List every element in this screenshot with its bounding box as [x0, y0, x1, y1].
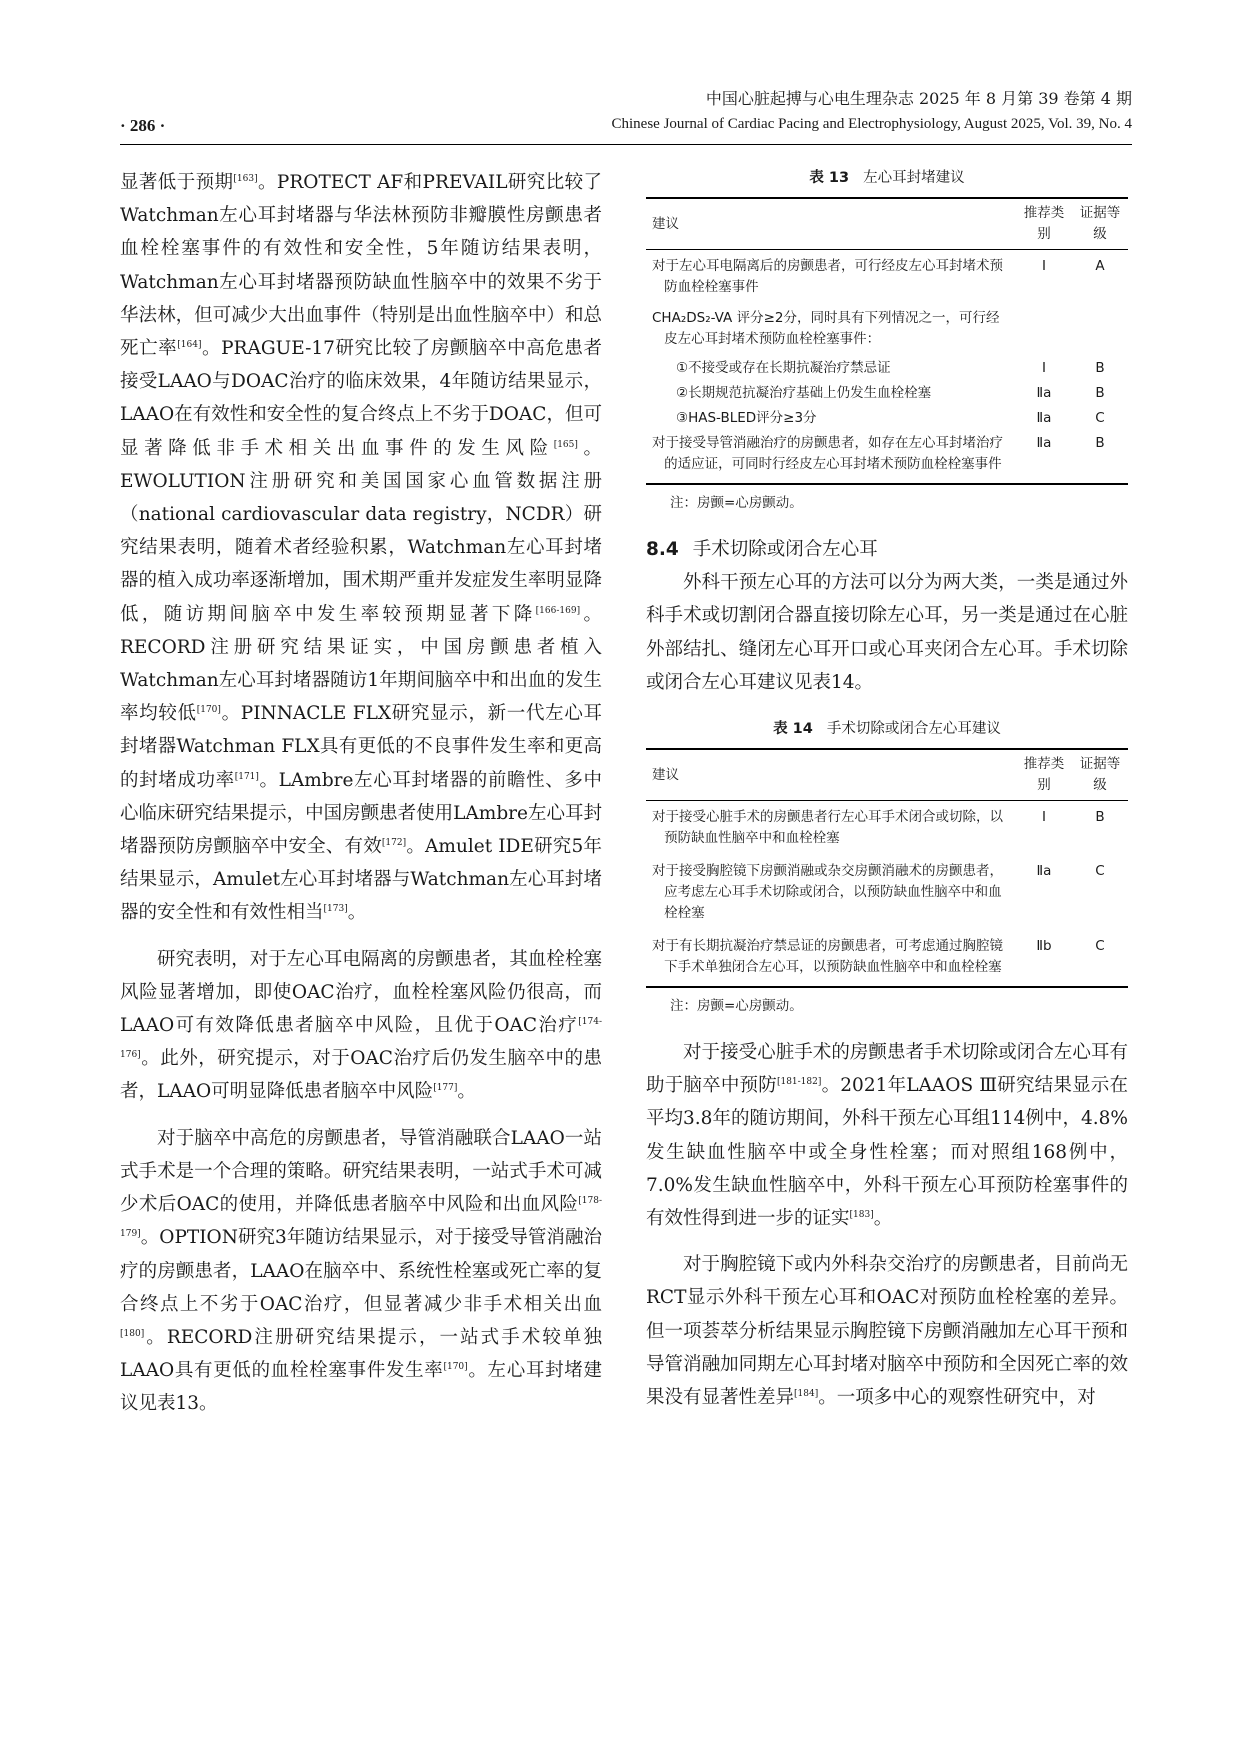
citation: [172]: [381, 837, 407, 848]
citation: [184]: [794, 1388, 819, 1399]
citation: [170]: [443, 1361, 468, 1372]
table-row: 对于左心耳电隔离后的房颤患者，可行经皮左心耳封堵术预防血栓栓塞事件 Ⅰ A: [652, 258, 1105, 295]
column-header: 推荐类别: [1016, 749, 1072, 801]
table-13-caption: 表 13 左心耳封堵建议: [809, 170, 965, 186]
table-13: [646, 197, 1128, 485]
column-header: 建议: [646, 749, 1016, 801]
column-header: 证据等级: [1072, 749, 1128, 801]
table-row: ②长期规范抗凝治疗基础上仍发生血栓栓塞 Ⅱa B: [676, 385, 1105, 401]
table-row: ①不接受或存在长期抗凝治疗禁忌证 Ⅰ B: [676, 360, 1105, 376]
citation: [180]: [120, 1328, 145, 1339]
paragraph: 研究表明，对于左心耳电隔离的房颤患者，其血栓栓塞风险显著增加，即使OAC治疗，血栓栓塞风险仍很高，而LAAO可有效降低患者脑卒中风险，且优于OAC治疗[174-176]。此外，研究提示，对于OAC治疗后仍发生脑卒中的患者，LAAO可明显降低患者脑卒中风险[177]。: [120, 948, 602, 1103]
citation: [165]: [553, 439, 578, 450]
citation: [164]: [177, 339, 202, 350]
table-row: 对于接受导管消融治疗的房颤患者，如存在左心耳封堵治疗的适应证，可同时行经皮左心耳封堵术预防血栓栓塞事件 Ⅱa B: [646, 431, 1128, 484]
table-row: 对于接受心脏手术的房颤患者行左心耳手术闭合或切除，以预防缺血性脑卒中和血栓栓塞 Ⅰ B: [652, 809, 1105, 847]
column-header: 证据等级: [1072, 198, 1128, 250]
paragraph: 显著低于预期[163]。PROTECT AF和PREVAIL研究比较了Watchman左心耳封堵器与华法林预防非瓣膜性房颤患者血栓栓塞事件的有效性和安全性，5年随访结果表明，Watchman左心耳封堵器预防缺血性脑卒中的效果不劣于华法林，但可减少大出血事件（特别是出血性脑卒中）和总死亡率[164]。PRAGUE-17研究比较了房颤脑卒中高危患者接受LAAO与DOAC治疗的临床效果，4年随访结果显示，LAAO在有效性和安全性的复合终点上不劣于DOAC，但可显著降低非手术相关出血事件的发生风险[165]。EWOLUTION注册研究和美国国家心血管数据注册（national cardiovascular data registry，NCDR）研究结果表明，随着术者经验积累，Watchman左心耳封堵器的植入成功率逐渐增加，围术期严重并发症发生率明显降低，随访期间脑卒中发生率较预期显著下降[166-169]。RECORD注册研究结果证实，中国房颤患者植入Watchman左心耳封堵器随访1年期间脑卒中和出血的发生率均较低[170]。PINNACLE FLX研究显示，新一代左心耳封堵器Watchman FLX具有更低的不良事件发生率和更高的封堵成功率[171]。LAmbre左心耳封堵器的前瞻性、多中心临床研究结果提示，中国房颤患者使用LAmbre左心耳封堵器预防房颤脑卒中安全、有效[172]。Amulet IDE研究5年结果显示，Amulet左心耳封堵器与Watchman左心耳封堵器的安全性和有效性相当[173]。: [120, 172, 602, 924]
table-14-caption: 表 14 手术切除或闭合左心耳建议: [773, 721, 1001, 738]
citation: [181-182]: [776, 1077, 822, 1088]
table-row: 对于接受胸腔镜下房颤消融或杂交房颤消融术的房颤患者，应考虑左心耳手术切除或闭合，以预防缺血性脑卒中和血栓栓塞 Ⅱa C: [652, 863, 1105, 922]
citation: [174-176]: [120, 1016, 602, 1061]
header-rule: [120, 144, 1132, 145]
citation: [171]: [234, 771, 259, 782]
journal-title-cn: 中国心脏起搏与心电生理杂志 2025 年 8 月第 39 卷第 4 期: [705, 89, 1132, 108]
citation: [178-179]: [120, 1195, 602, 1240]
citation: [166-169]: [535, 605, 581, 616]
journal-title-en: Chinese Journal of Cardiac Pacing and Electrophysiology, August 2025, Vol. 39, No. 4: [611, 116, 1132, 132]
citation: [170]: [196, 705, 221, 716]
left-column: [120, 166, 602, 1421]
column-header: 建议: [646, 198, 1016, 250]
table-14: [646, 748, 1128, 988]
citation: [177]: [433, 1083, 458, 1094]
column-header: 推荐类别: [1016, 198, 1072, 250]
paragraph: 对于胸腔镜下或内外科杂交治疗的房颤患者，目前尚无RCT显示外科干预左心耳和OAC对预防血栓栓塞的差异。但一项荟萃分析结果显示胸腔镜下房颤消融加左心耳干预和导管消融加同期左心耳封堵对脑卒中预防和全因死亡率的效果没有显著性差异[184]。一项多中心的观察性研究中，对: [646, 1254, 1128, 1409]
citation: [163]: [233, 173, 258, 184]
citation: [183]: [849, 1209, 874, 1220]
section-heading: 8.4 手术切除或闭合左心耳: [646, 539, 878, 560]
citation: [173]: [323, 904, 348, 915]
page-number: · 286 ·: [120, 116, 166, 135]
table-row: 对于有长期抗凝治疗禁忌证的房颤患者，可考虑通过胸腔镜下手术单独闭合左心耳，以预防缺血性脑卒中和血栓栓塞 Ⅱb C: [646, 926, 1128, 987]
table-row: CHA₂DS₂-VA 评分≥2分，同时具有下列情况之一，可行经皮左心耳封堵术预防血栓栓塞事件：: [652, 310, 1000, 347]
table-14-note: 注：房颤=心房颤动。: [670, 998, 803, 1015]
running-header: [120, 86, 1132, 138]
right-column: [646, 166, 1128, 1414]
table-row: ③HAS-BLED评分≥3分 Ⅱa C: [676, 410, 1105, 426]
paragraph: 对于脑卒中高危的房颤患者，导管消融联合LAAO一站式手术是一个合理的策略。研究结果表明，一站式手术可减少术后OAC的使用，并降低患者脑卒中风险和出血风险[178-179]。OPTION研究3年随访结果显示，对于接受导管消融治疗的房颤患者，LAAO在脑卒中、系统性栓塞或死亡率的复合终点上不劣于OAC治疗，但显著减少非手术相关出血[180]。RECORD注册研究结果提示，一站式手术较单独LAAO具有更低的血栓栓塞事件发生率[170]。左心耳封堵建议见表13。: [120, 1127, 602, 1415]
table-13-note: 注：房颤=心房颤动。: [670, 495, 803, 511]
paragraph: 外科干预左心耳的方法可以分为两大类，一类是通过外科手术或切割闭合器直接切除左心耳，另一类是通过在心脏外部结扎、缝闭左心耳开口或心耳夹闭合左心耳。手术切除或闭合左心耳建议见表14。: [646, 572, 1128, 693]
paragraph: 对于接受心脏手术的房颤患者手术切除或闭合左心耳有助于脑卒中预防[181-182]。2021年LAAOS Ⅲ研究结果显示在平均3.8年的随访期间，外科干预左心耳组114例中，4.8%发生缺血性脑卒中或全身性栓塞；而对照组168例中，7.0%发生缺血性脑卒中，外科干预左心耳预防栓塞事件的有效性得到进一步的证实[183]。: [646, 1042, 1128, 1230]
